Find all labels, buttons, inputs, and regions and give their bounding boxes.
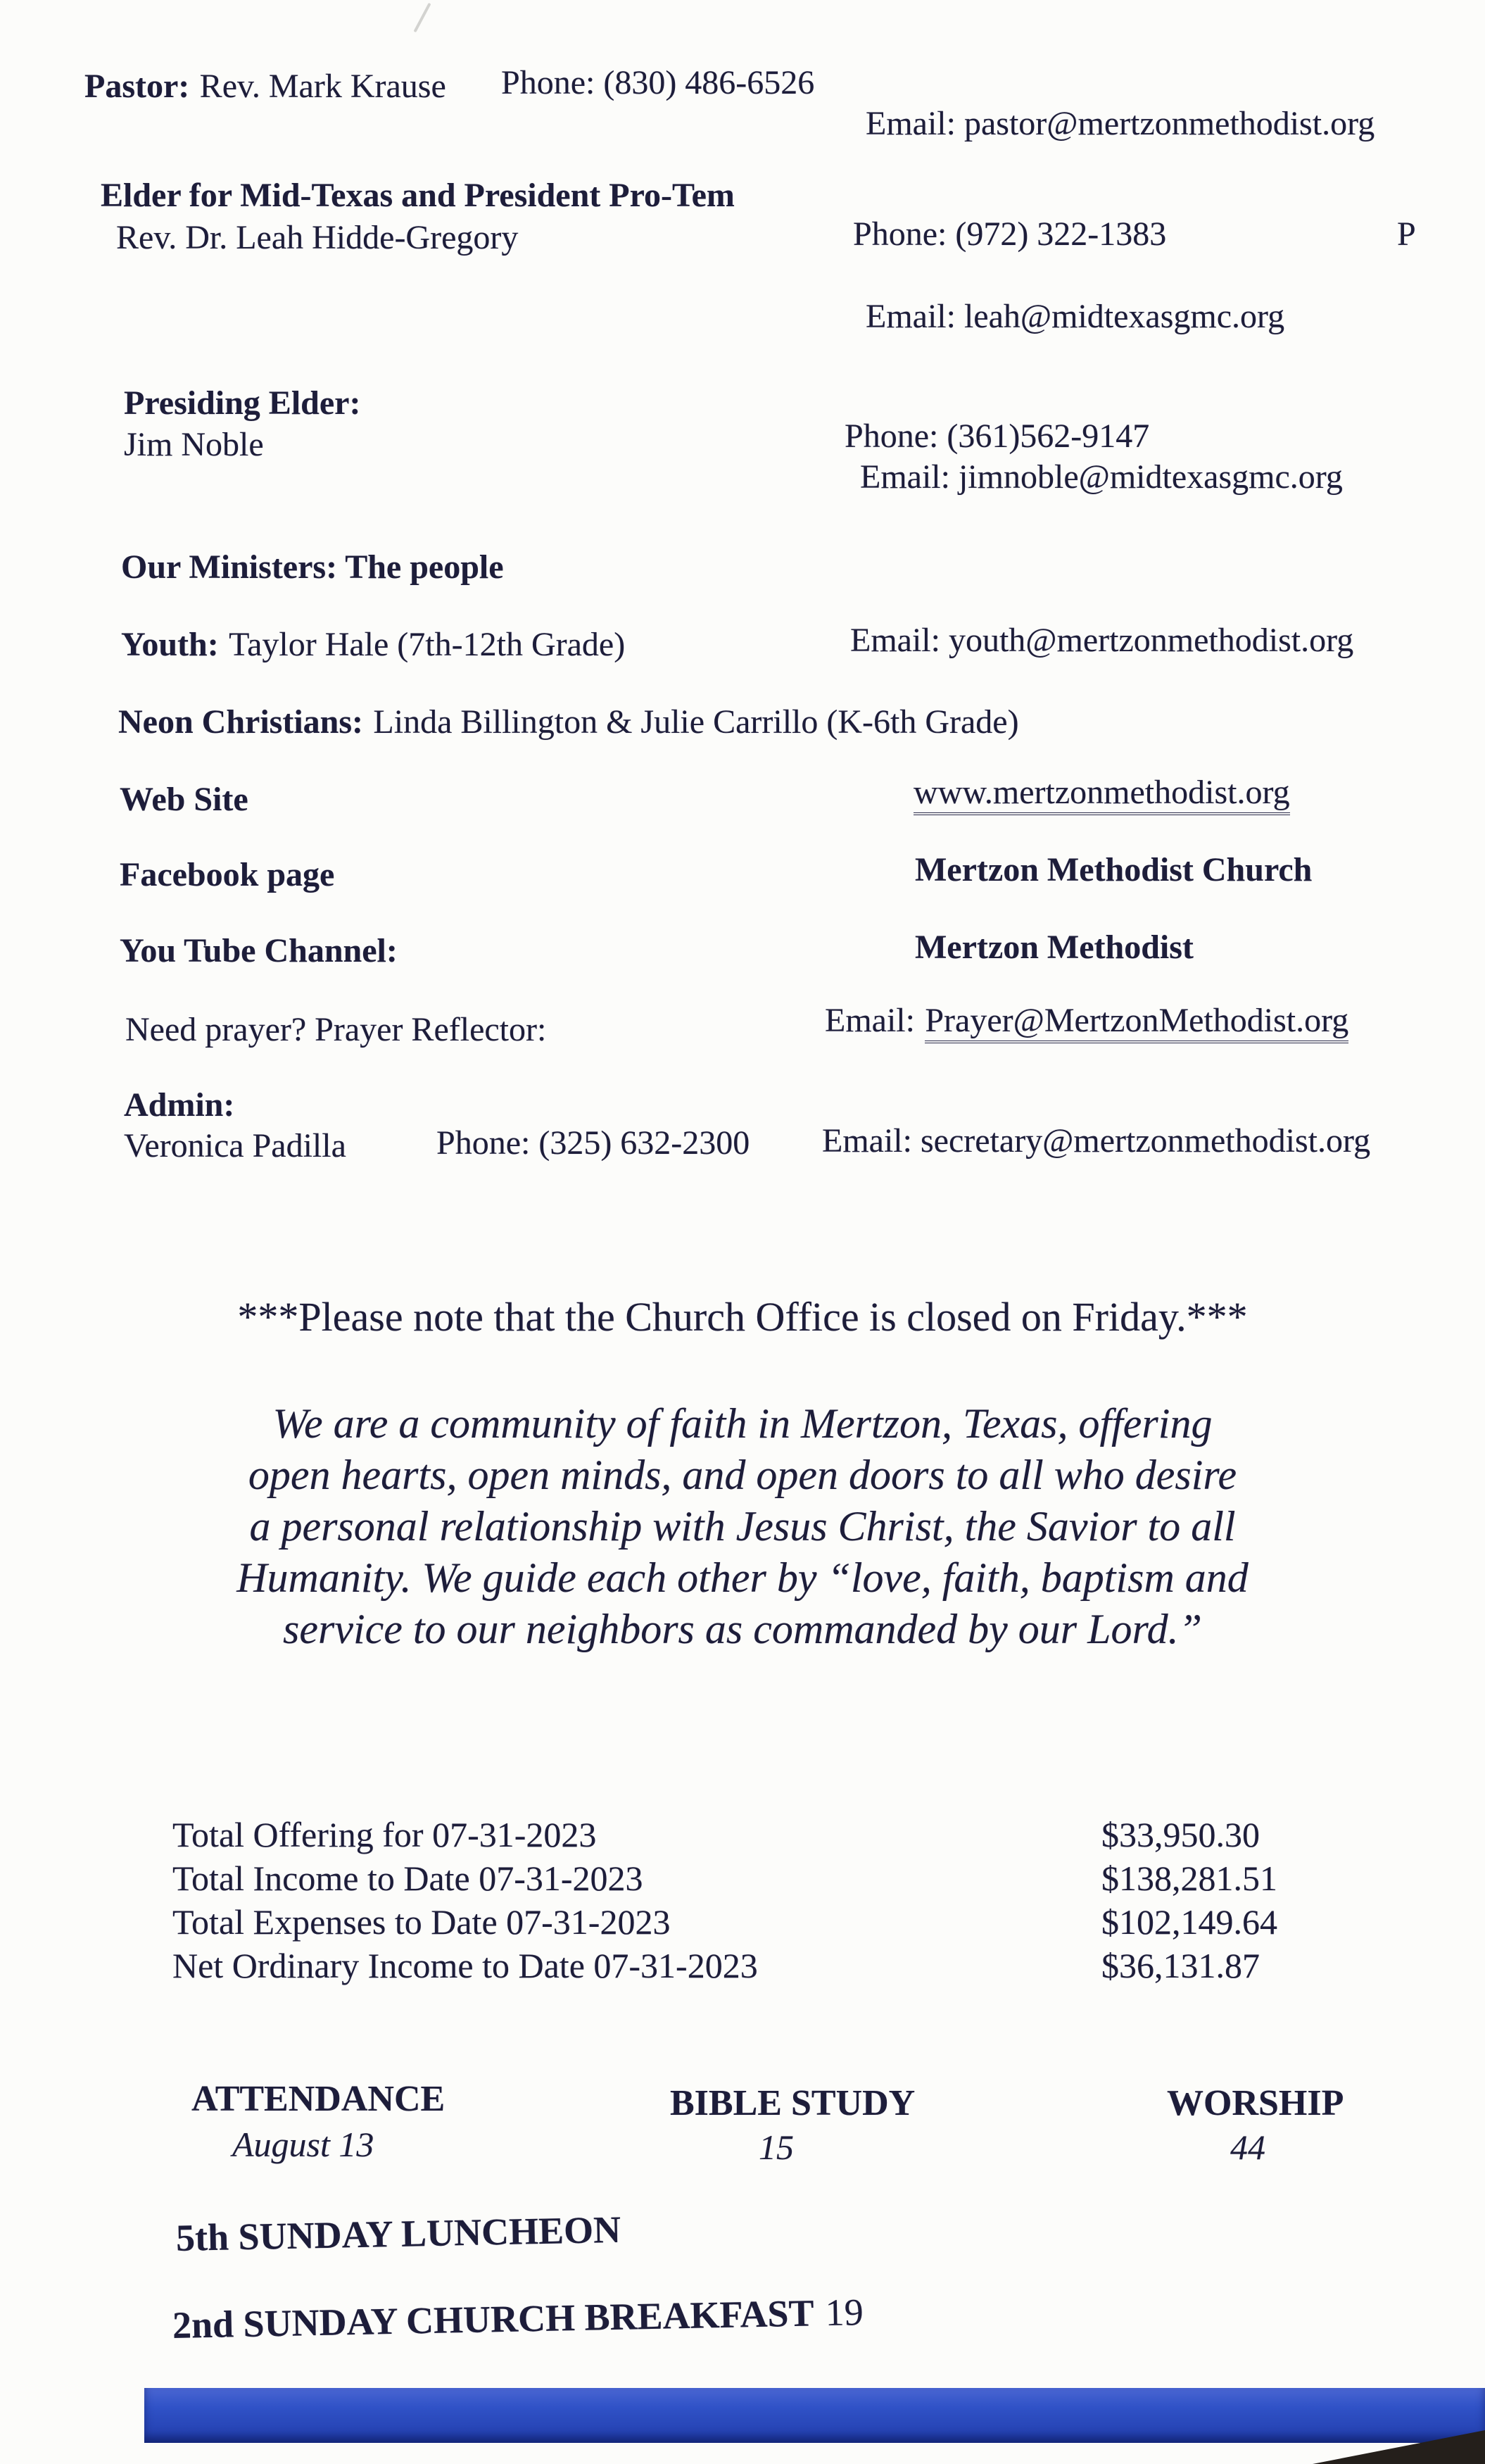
- second-sunday-breakfast-label: 2nd SUNDAY CHURCH BREAKFAST: [172, 2292, 815, 2346]
- pastor-email: Email: pastor@mertzonmethodist.org: [866, 105, 1375, 142]
- attendance-title: ATTENDANCE: [191, 2079, 446, 2119]
- elder-p-mark: P: [1397, 215, 1416, 253]
- presiding-elder-title: Presiding Elder:: [124, 384, 361, 422]
- elder-title: Elder for Mid-Texas and President Pro-Tem: [101, 177, 735, 214]
- mission-line-4: Humanity. We guide each other by “love, faith, baptism and: [236, 1554, 1249, 1601]
- presiding-elder-phone: Phone: (361)562-9147: [845, 417, 1150, 455]
- financial-row: [172, 1859, 1404, 1899]
- ministers-label: Our Ministers: The people: [121, 548, 504, 586]
- youtube-channel-name: Mertzon Methodist: [915, 929, 1194, 966]
- neon-christians-row: [118, 703, 1019, 741]
- worship-count: 44: [1230, 2127, 1265, 2167]
- facebook-page-name: Mertzon Methodist Church: [915, 851, 1313, 888]
- mission-line-1: We are a community of faith in Mertzon, Texas, offering: [272, 1400, 1213, 1447]
- second-sunday-breakfast-count: 19: [825, 2291, 864, 2334]
- financial-label: Net Ordinary Income to Date 07-31-2023: [172, 1946, 758, 1985]
- elder-phone: Phone: (972) 322-1383: [853, 215, 1167, 253]
- worship-title: WORSHIP: [1167, 2083, 1344, 2123]
- attendance-date: August 13: [232, 2125, 374, 2164]
- admin-email: Email: secretary@mertzonmethodist.org: [822, 1122, 1371, 1159]
- elder-email: Email: leah@midtexasgmc.org: [866, 298, 1285, 335]
- elder-name: Rev. Dr. Leah Hidde-Gregory: [116, 219, 519, 256]
- youth-label: Youth:: [121, 626, 219, 663]
- prayer-email-address: Prayer@MertzonMethodist.org: [925, 1002, 1348, 1043]
- financial-value: $36,131.87: [1101, 1946, 1260, 1985]
- presiding-elder-email: Email: jimnoble@midtexasgmc.org: [860, 458, 1343, 496]
- pastor-label: Pastor:: [84, 68, 190, 105]
- financial-value: $33,950.30: [1101, 1815, 1260, 1854]
- neon-christians-label: Neon Christians:: [118, 703, 364, 741]
- youth-row: [121, 625, 625, 664]
- youth-email: Email: youth@mertzonmethodist.org: [850, 622, 1354, 659]
- admin-phone: Phone: (325) 632-2300: [436, 1124, 750, 1162]
- financial-label: Total Income to Date 07-31-2023: [172, 1859, 643, 1898]
- financial-label: Total Expenses to Date 07-31-2023: [172, 1902, 671, 1942]
- bottom-blue-bar: [144, 2388, 1485, 2443]
- second-sunday-breakfast-row: [172, 2290, 864, 2347]
- financial-value: $102,149.64: [1101, 1902, 1277, 1942]
- website-url: www.mertzonmethodist.org: [914, 773, 1290, 812]
- financial-row: [172, 1815, 1404, 1856]
- pastor-name: Rev. Mark Krause: [199, 68, 446, 105]
- facebook-label: Facebook page: [120, 856, 335, 893]
- youth-name: Taylor Hale (7th-12th Grade): [229, 626, 626, 663]
- pastor-row: [84, 67, 446, 106]
- mission-line-3: a personal relationship with Jesus Christ, the Savior to all: [249, 1503, 1236, 1550]
- admin-label: Admin:: [124, 1086, 235, 1124]
- neon-christians-names: Linda Billington & Julie Carrillo (K-6th Grade): [373, 703, 1019, 741]
- financial-label: Total Offering for 07-31-2023: [172, 1815, 597, 1854]
- youtube-label: You Tube Channel:: [120, 932, 398, 969]
- bible-study-count: 15: [759, 2127, 794, 2167]
- website-label: Web Site: [120, 781, 248, 818]
- presiding-elder-name: Jim Noble: [124, 426, 264, 463]
- financial-value: $138,281.51: [1101, 1859, 1277, 1898]
- admin-name: Veronica Padilla: [124, 1127, 346, 1164]
- mission-line-5: service to our neighbors as commanded by our Lord.”: [282, 1606, 1203, 1652]
- scan-artifact-line: [413, 3, 431, 32]
- prayer-email-prefix: Email:: [825, 1002, 915, 1039]
- prayer-label: Need prayer? Prayer Reflector:: [125, 1011, 547, 1048]
- office-closed-note: ***Please note that the Church Office is closed on Friday.***: [237, 1294, 1248, 1340]
- prayer-email: [825, 1001, 1348, 1040]
- pastor-phone: Phone: (830) 486-6526: [501, 64, 815, 101]
- mission-line-2: open hearts, open minds, and open doors to all who desire: [248, 1452, 1237, 1498]
- fifth-sunday-luncheon: 5th SUNDAY LUNCHEON: [175, 2208, 621, 2259]
- bible-study-title: BIBLE STUDY: [670, 2083, 916, 2123]
- financial-row: [172, 1902, 1404, 1943]
- financial-row: [172, 1946, 1404, 1987]
